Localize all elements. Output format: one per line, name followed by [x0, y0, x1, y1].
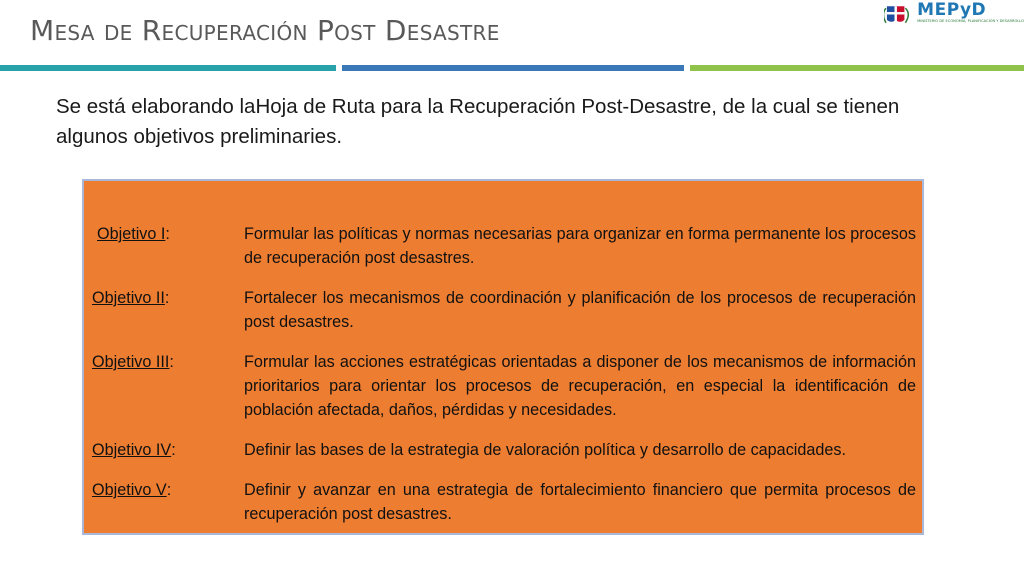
objective-item: Objetivo IV: Definir las bases de la estrategia de valoración política y desarrollo de capacidades.: [92, 438, 916, 462]
mepyd-logo: [884, 2, 1024, 28]
slide-title: Mesa de Recuperación Post Desastre: [30, 14, 500, 47]
objective-item: Objetivo I: Formular las políticas y normas necesarias para organizar en forma permanente los procesos de recuperación post desastres.: [92, 222, 916, 270]
intro-text: Se está elaborando laHoja de Ruta para la Recuperación Post-Desastre, de la cual se tienen algunos objetivos preliminaries.: [56, 95, 900, 148]
objective-text: Formular las acciones estratégicas orientadas a disponer de los mecanismos de información prioritarios para orientar los procesos de recuperación, en especial la identificación de población afectada, daños, pérdidas y necesidades.: [244, 353, 916, 419]
coat-of-arms-icon: [884, 2, 913, 26]
objective-item: Objetivo III: Formular las acciones estratégicas orientadas a disponer de los mecanismos de información prioritarios para orientar los procesos de recuperación, en especial la identificación de población afectada, daños, pérdidas y necesidades.: [92, 350, 916, 422]
objective-text: Fortalecer los mecanismos de coordinación y planificación de los procesos de recuperación post desastres.: [244, 289, 916, 331]
objective-item: Objetivo V: Definir y avanzar en una estrategia de fortalecimiento financiero que permita procesos de recuperación post desastres.: [92, 478, 916, 526]
logo-name: MEPyD: [917, 0, 987, 20]
objective-item: Objetivo II: Fortalecer los mecanismos de coordinación y planificación de los procesos de recuperación post desastres.: [92, 286, 916, 334]
objective-label: Objetivo III: [92, 353, 170, 371]
objectives-box: [82, 179, 924, 535]
objective-label: Objetivo II: [92, 289, 165, 307]
objective-text: Definir y avanzar en una estrategia de fortalecimiento financiero que permita procesos de recuperación post desastres.: [244, 481, 916, 523]
objective-label: Objetivo V: [92, 481, 167, 499]
objective-label: Objetivo I: [97, 225, 166, 243]
logo-subtitle: MINISTERIO DE ECONOMÍA, PLANIFICACIÓN Y DESARROLLO: [917, 19, 1024, 23]
objective-text: Formular las políticas y normas necesarias para organizar en forma permanente los procesos de recuperación post desastres.: [244, 225, 916, 267]
objective-label: Objetivo IV: [92, 441, 172, 459]
header-rule-green: [690, 65, 1024, 71]
objective-text: Definir las bases de la estrategia de valoración política y desarrollo de capacidades.: [244, 441, 846, 459]
header-rule-blue: [342, 65, 684, 71]
objectives-list: [92, 222, 916, 542]
header-rule-teal: [0, 65, 336, 71]
